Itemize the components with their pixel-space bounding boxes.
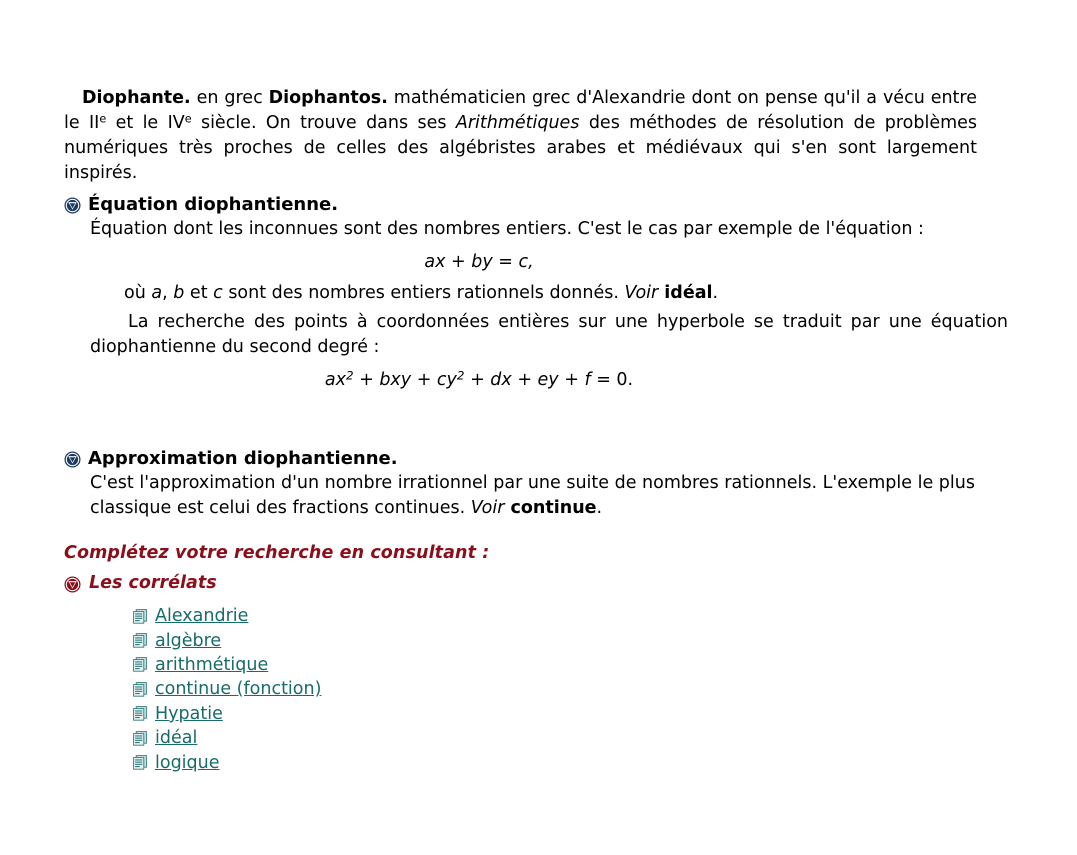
ordinal-sup-1: e bbox=[99, 111, 107, 125]
correlat-link[interactable]: arithmétique bbox=[155, 654, 269, 675]
section-body-line-3: La recherche des points à coordonnées entières sur une hyperbole se traduit par une équation diophantienne du second degré : bbox=[90, 312, 1008, 357]
formula-q-t2: + bxy + cy bbox=[353, 370, 457, 390]
formula-linear-text: ax + by = c, bbox=[424, 252, 534, 272]
list-item[interactable] bbox=[133, 750, 633, 774]
document-lines-icon bbox=[133, 682, 147, 697]
formula-quadratic-diophantine bbox=[90, 368, 1008, 393]
list-item[interactable] bbox=[133, 653, 633, 677]
entry-greek-term: Diophantos. bbox=[268, 87, 388, 108]
section-title: Équation diophantienne. bbox=[88, 194, 339, 215]
list-item[interactable] bbox=[133, 726, 633, 750]
section-body bbox=[90, 217, 1008, 393]
formula-q-exp1: 2 bbox=[345, 368, 354, 383]
correlat-link[interactable]: algèbre bbox=[155, 630, 222, 651]
correlat-link[interactable]: continue (fonction) bbox=[155, 679, 322, 700]
where-suffix: sont des nombres entiers rationnels donnés. bbox=[222, 283, 625, 303]
var-a: a bbox=[151, 283, 163, 303]
entry-text-3: siècle. On trouve dans ses bbox=[191, 112, 456, 133]
sep-1: , bbox=[162, 283, 174, 303]
document-lines-icon bbox=[133, 633, 147, 648]
entry-definition-paragraph bbox=[64, 86, 977, 186]
where-prefix: où bbox=[124, 283, 152, 303]
cross-reference-continue[interactable]: continue bbox=[504, 498, 597, 518]
entry-greek-label: en grec bbox=[190, 87, 269, 108]
section-body-line-1: Équation dont les inconnues sont des nombres entiers. C'est le cas par exemple de l'équation : bbox=[90, 219, 924, 239]
correlat-link[interactable]: Hypatie bbox=[155, 703, 223, 724]
formula-q-t4: = 0. bbox=[590, 370, 634, 390]
formula-q-exp2: 2 bbox=[456, 368, 465, 383]
work-title: Arithmétiques bbox=[455, 112, 580, 133]
period-2: . bbox=[596, 498, 603, 518]
section-heading bbox=[64, 193, 1009, 217]
formula-q-t1: ax bbox=[324, 370, 346, 390]
correlat-link[interactable]: idéal bbox=[155, 728, 198, 749]
section-body bbox=[90, 471, 1008, 521]
section-body-line-1 bbox=[90, 471, 1008, 521]
entry-text-4: des méthodes de résolution de problèmes numériques très proches de celles des algébristes arabes et médiévaux qui s'en sont largement inspirés. bbox=[64, 112, 978, 183]
var-b: b bbox=[173, 283, 185, 303]
cross-reference-ideal[interactable]: idéal bbox=[658, 283, 713, 303]
ordinal-sup-2: e bbox=[184, 111, 192, 125]
list-item[interactable] bbox=[133, 677, 633, 701]
bullet-triangle-icon bbox=[64, 576, 81, 593]
section-body-line-2 bbox=[90, 281, 1008, 306]
document-lines-icon bbox=[133, 755, 147, 770]
list-item[interactable] bbox=[133, 604, 633, 628]
list-item[interactable] bbox=[133, 702, 633, 726]
correlat-link[interactable]: logique bbox=[155, 752, 220, 773]
bullet-triangle-icon bbox=[64, 197, 81, 214]
entry-term: Diophante. bbox=[82, 87, 191, 108]
sep-2: et bbox=[184, 283, 214, 303]
formula-linear-diophantine bbox=[90, 250, 1008, 275]
entry-text-2: et le IV bbox=[106, 112, 185, 133]
document-lines-icon bbox=[133, 731, 147, 746]
approx-text: C'est l'approximation d'un nombre irrationnel par une suite de nombres rationnels. L'exemple le plus classique est celui des fractions continues. bbox=[90, 473, 975, 518]
formula-q-t3: + dx + ey + f bbox=[464, 370, 591, 390]
correlats-heading-label: Les corrélats bbox=[89, 573, 217, 593]
document-lines-icon bbox=[133, 609, 147, 624]
section-equation-diophantienne bbox=[64, 193, 1009, 399]
document-lines-icon bbox=[133, 706, 147, 721]
period-1: . bbox=[712, 283, 719, 303]
bullet-triangle-icon bbox=[64, 451, 81, 468]
complete-research-prompt: Complétez votre recherche en consultant : bbox=[64, 543, 490, 563]
entry-text-1: mathématicien grec d'Alexandrie dont on pense qu'il a vécu entre le II bbox=[64, 87, 977, 133]
section-approximation-diophantienne bbox=[64, 447, 1009, 521]
correlat-link[interactable]: Alexandrie bbox=[155, 606, 249, 627]
voir-label: Voir bbox=[624, 283, 659, 303]
list-item[interactable] bbox=[133, 628, 633, 652]
var-c: c bbox=[213, 283, 223, 303]
document-lines-icon bbox=[133, 657, 147, 672]
voir-label: Voir bbox=[470, 498, 505, 518]
correlats-heading bbox=[64, 573, 217, 593]
correlats-list bbox=[133, 604, 633, 775]
section-heading bbox=[64, 447, 1009, 471]
section-title: Approximation diophantienne. bbox=[88, 448, 398, 469]
